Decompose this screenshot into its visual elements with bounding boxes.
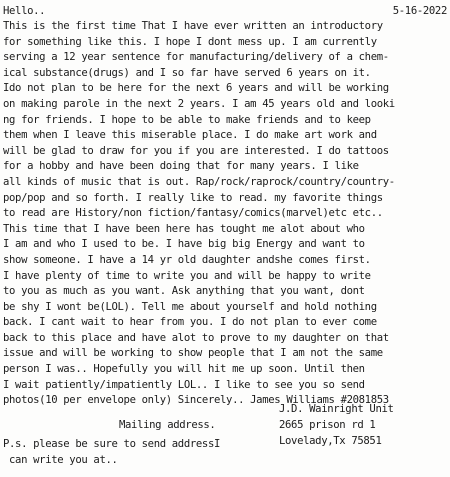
- body-line: to read are History/non fiction/fantasy/comics(marvel)etc etc..: [3, 207, 383, 220]
- body-line: This time that I have been here has tought me alot about who: [3, 222, 365, 235]
- mailing-address: [279, 402, 394, 450]
- address-line: Lovelady,Tx 75851: [279, 435, 382, 447]
- body-line: person I was.. Hopefully you will hit me up soon. Until then: [3, 363, 365, 376]
- body-line: I am and who I used to be. I have big big Energy and want to: [3, 238, 365, 251]
- body-line: This is the first time That I have ever written an introductory: [3, 20, 383, 32]
- letter-body: [3, 19, 449, 409]
- letter-header: [3, 4, 447, 20]
- body-line: to you as much as you want. Ask anything that you want, dont: [3, 285, 365, 298]
- body-line: show someone. I have a 14 yr old daughter andshe comes first.: [3, 253, 371, 266]
- body-line: ical substance(drugs) and I so far have served 6 years on it.: [3, 66, 371, 79]
- body-line: be shy I wont be(LOL). Tell me about yourself and hold nothing: [3, 300, 377, 313]
- body-line: back to this place and have alot to prove to my daughter on that: [3, 331, 389, 344]
- body-line: back. I cant wait to hear from you. I do not plan to ever come: [3, 316, 377, 329]
- body-line: will be glad to draw for you if you are interested. I do tattoos: [3, 144, 389, 157]
- body-line: issue and will be working to show people that I am not the same: [3, 347, 383, 360]
- letter-date: 5-16-2022: [392, 5, 447, 17]
- body-line: all kinds of music that is out. Rap/rock/raprock/country/country-: [3, 175, 395, 188]
- greeting: Hello..: [3, 5, 46, 17]
- postscript-line: can write you at..: [3, 454, 118, 466]
- address-line: 2665 prison rd 1: [279, 419, 376, 431]
- body-line: ng for friends. I hope to be able to make friends and to keep: [3, 113, 371, 126]
- body-line: I have plenty of time to write you and will be happy to write: [3, 269, 371, 282]
- postscript-line: P.s. please be sure to send addressI: [3, 438, 221, 450]
- body-line: pop/pop and so forth. I really like to read. my favorite things: [3, 191, 383, 204]
- body-line: for a hobby and have been doing that for many years. I like: [3, 160, 359, 173]
- body-line: photos(10 per envelope only) Sincerely.. James Williams #2081853: [3, 394, 389, 407]
- address-line: J.D. Wainright Unit: [279, 403, 394, 415]
- body-line: on making parole in the next 2 years. I am 45 years old and looki: [3, 97, 395, 110]
- body-line: I wait patiently/impatiently LOL.. I like to see you so send: [3, 378, 365, 391]
- body-line: them when I leave this miserable place. I do make art work and: [3, 129, 377, 142]
- body-line: serving a 12 year sentence for manufacturing/delivery of a chem-: [3, 51, 389, 64]
- body-line: Ido not plan to be here for the next 6 years and will be working: [3, 82, 389, 95]
- mailing-address-label: Mailing address.: [119, 419, 216, 431]
- body-line: for something like this. I hope I dont mess up. I am currently: [3, 35, 377, 48]
- postscript: [3, 437, 220, 469]
